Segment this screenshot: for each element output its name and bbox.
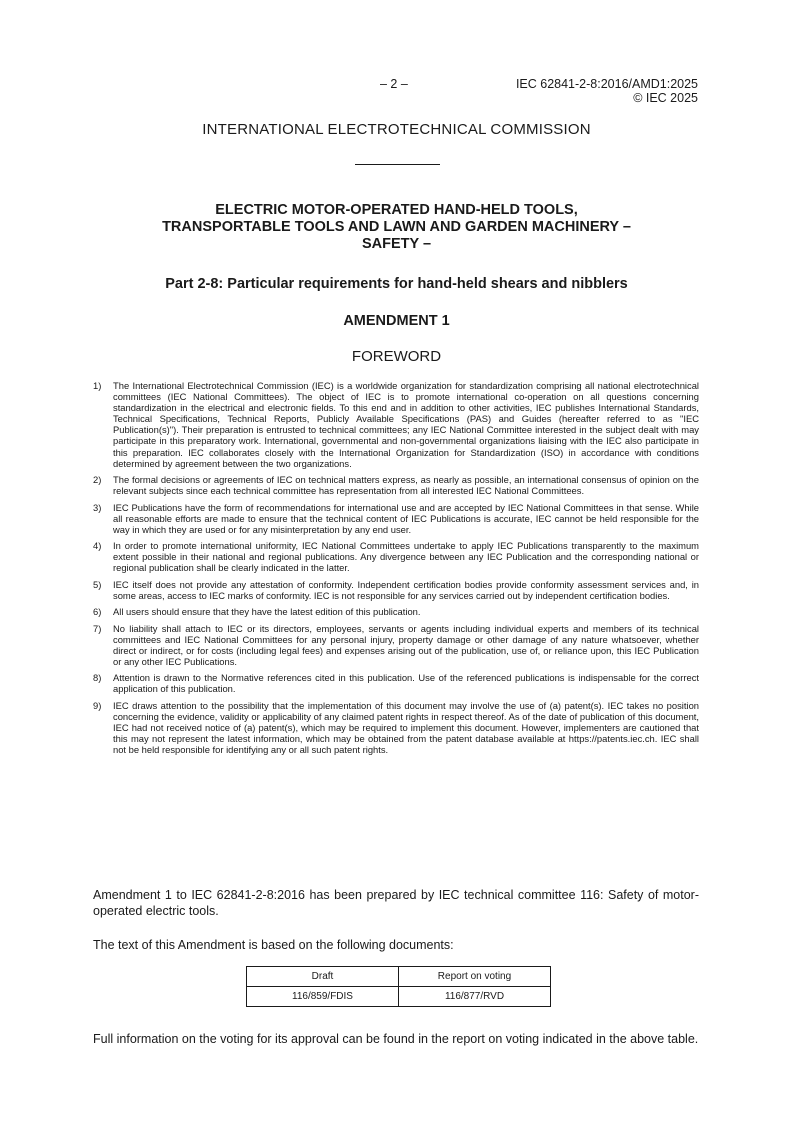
table-cell-draft: 116/859/FDIS <box>247 987 399 1007</box>
foreword-item: 1) The International Electrotechnical Commission (IEC) is a worldwide organization for standardization comprising all national electrotechnical committees (IEC National Committees). The object of IEC is to promote international co-operation on all questions concerning standardization in the electrical and electronic fields. To this end and in addition to other activities, IEC publishes International Standards, Technical Specifications, Technical Reports, Publicly Available Specifications (PAS) and Guides (hereafter referred to as "IEC Publication(s)"). Their preparation is entrusted to technical committees; any IEC National Committee interested in the subject dealt with may participate in this preparatory work. International, governmental and non-governmental organizations liaising with the IEC also participate in this preparation. IEC collaborates closely with the International Organization for Standardization (ISO) in accordance with conditions determined by agreement between the two organizations. <box>93 380 699 469</box>
title-line-1: ELECTRIC MOTOR-OPERATED HAND-HELD TOOLS, <box>215 202 578 218</box>
foreword-item: 4) In order to promote international uniformity, IEC National Committees undertake to apply IEC Publications transparently to the maximum extent possible in their national and regional publications. Any divergence between any IEC Publication and the corresponding national or regional publication shall be clearly indicated in the latter. <box>93 540 699 574</box>
title-line-2: TRANSPORTABLE TOOLS AND LAWN AND GARDEN MACHINERY – <box>162 219 631 235</box>
foreword-list <box>93 380 699 760</box>
foreword-item: 7) No liability shall attach to IEC or its directors, employees, servants or agents including individual experts and members of its technical committees and IEC National Committees for any personal injury, property damage or other damage of any nature whatsoever, whether direct or indirect, or for costs (including legal fees) and expenses arising out of the publication, use of, or reliance upon, this IEC Publication or any other IEC Publications. <box>93 622 699 667</box>
amendment-heading: AMENDMENT 1 <box>343 313 450 329</box>
table-row <box>247 987 551 1007</box>
title-line-3: SAFETY – <box>361 236 432 252</box>
table-header-report: Report on voting <box>399 967 551 987</box>
table-header-draft: Draft <box>247 967 399 987</box>
foreword-heading: FOREWORD <box>351 348 442 365</box>
table-cell-report: 116/877/RVD <box>399 987 551 1007</box>
title-divider <box>355 164 440 165</box>
full-info-paragraph: Full information on the voting for its approval can be found in the report on voting indicated in the above table. <box>93 1032 699 1046</box>
page-number: – 2 – <box>380 77 408 91</box>
foreword-item: 6) All users should ensure that they have the latest edition of this publication. <box>93 606 421 618</box>
organization-name: INTERNATIONAL ELECTROTECHNICAL COMMISSION <box>202 121 591 138</box>
doc-id: IEC 62841-2-8:2016/AMD1:2025 <box>515 77 698 91</box>
foreword-item: 9) IEC draws attention to the possibility that the implementation of this document may involve the use of (a) patent(s). IEC takes no position concerning the evidence, validity or applicability of any claimed patent rights in respect thereof. As of the date of publication of this document, IEC had not received notice of (a) patent(s), which may be required to implement this document. However, implementers are cautioned that this may not represent the latest information, which may be obtained from the patent database available at https://patents.iec.ch. IEC shall not be held responsible for identifying any or all such patent rights. <box>93 699 699 756</box>
documents-table <box>246 966 551 1007</box>
foreword-item: 3) IEC Publications have the form of recommendations for international use and are accepted by IEC National Committees in that sense. While all reasonable efforts are made to ensure that the technical content of IEC Publications is accurate, IEC cannot be held responsible for the way in which they are used or for any misinterpretation by any end user. <box>93 501 699 535</box>
copyright: © IEC 2025 <box>633 91 698 105</box>
document-header <box>516 77 698 105</box>
foreword-item: 5) IEC itself does not provide any attestation of conformity. Independent certification bodies provide conformity assessment services and, in some areas, access to IEC marks of conformity. IEC is not responsible for any services carried out by independent certification bodies. <box>93 578 699 601</box>
document-title <box>60 202 733 253</box>
foreword-item: 2) The formal decisions or agreements of IEC on technical matters express, as nearly as possible, an international consensus of opinion on the relevant subjects since each technical committee has representation from all interested IEC National Committees. <box>93 474 699 497</box>
prepared-by-paragraph: Amendment 1 to IEC 62841-2-8:2016 has been prepared by IEC technical committee 116: Safety of motor-operated electric tools. <box>93 888 699 918</box>
based-on-paragraph: The text of this Amendment is based on the following documents: <box>93 938 454 952</box>
part-title: Part 2-8: Particular requirements for hand-held shears and nibblers <box>165 276 628 292</box>
table-header-row <box>247 967 551 987</box>
foreword-item: 8) Attention is drawn to the Normative references cited in this publication. Use of the referenced publications is indispensable for the correct application of this publication. <box>93 672 699 695</box>
